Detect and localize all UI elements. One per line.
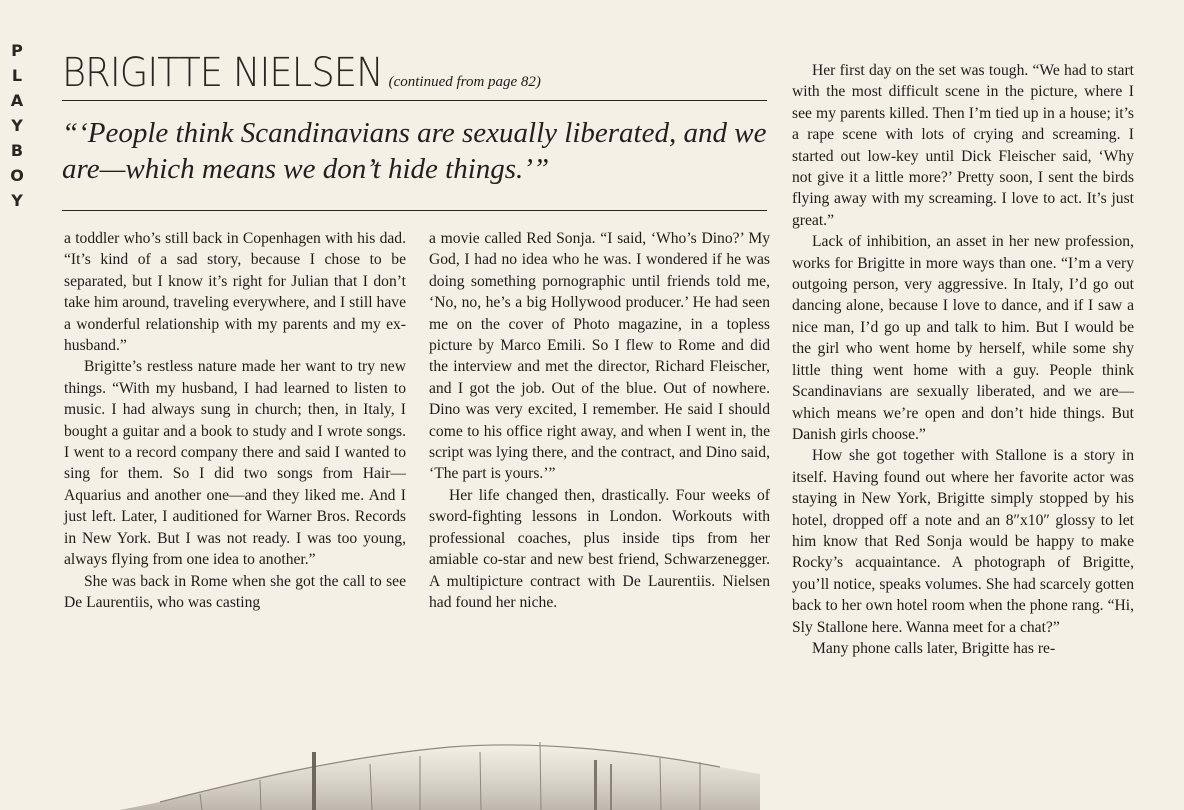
paragraph: a toddler who’s still back in Copenhagen with his dad. “It’s kind of a sad story, because I chose to be separated, but I know it’s right for Julian that I don’t take him around, traveling everywhere, and I still have a wonderful relationship with my parents and my ex-husband.” bbox=[64, 230, 406, 355]
brand-letter: L bbox=[11, 66, 23, 85]
paragraph: She was back in Rome when she got the call to see De Laurentiis, who was casting bbox=[64, 572, 406, 611]
brand-letter: Y bbox=[11, 116, 23, 135]
pull-quote: “‘People think Scandinavians are sexually liberated, and we are—which means we don’t hide things.’” bbox=[62, 117, 767, 185]
brand-letter: A bbox=[10, 91, 24, 110]
quote-rule bbox=[62, 210, 767, 211]
brand-letter: B bbox=[10, 141, 24, 160]
paragraph: Many phone calls later, Brigitte has re- bbox=[812, 639, 1056, 657]
paragraph: Her life changed then, drastically. Four weeks of sword-fighting lessons in London. Workouts with professional coaches, plus inside tips from her amiable co-star and new best friend, Schwarzenegger. A multipicture contract with De Laurentiis. Nielsen had found her niche. bbox=[429, 486, 770, 611]
article-title: BRIGITTE NIELSEN bbox=[62, 50, 383, 96]
paragraph: Lack of inhibition, an asset in her new profession, works for Brigitte in more ways than one. “I’m a very outgoing person, very aggressive. In Italy, I’d go out dancing alone, because I love to dance, and if I saw a nice man, I’d go up and talk to him. But I would be the girl who went home by herself, while some shy little thing went home with a guy. People think Scandinavians are sexually liberated, and we are—which means we’re open and don’t hide things. But Danish girls choose.” bbox=[792, 233, 1134, 443]
brand-letter: Y bbox=[11, 191, 23, 210]
photo-sketch bbox=[120, 712, 760, 810]
text-column-2 bbox=[429, 228, 770, 613]
brand-letter: P bbox=[11, 41, 23, 60]
article-header bbox=[62, 50, 767, 187]
magazine-brand-vertical bbox=[6, 40, 28, 212]
paragraph: Brigitte’s restless nature made her want to try new things. “With my husband, I had learned to listen to music. I had always sung in church; then, in Italy, I bought a guitar and a book to study and I wrote songs. I went to a record company there and said I wanted to sing for them. So I did two songs from Hair—Aquarius and another one—and they liked me. And I just left. Later, I auditioned for Warner Bros. Records in New York. But I was not ready. I was too young, always flying from one idea to another.” bbox=[64, 358, 406, 569]
continued-note: (continued from page 82) bbox=[388, 74, 541, 90]
title-rule bbox=[62, 100, 767, 101]
paragraph: a movie called Red Sonja. “I said, ‘Who’s Dino?’ My God, I had no idea who he was. I wondered if he was doing something pornographic until friends told me, ‘No, no, he’s a big Hollywood producer.’ He had seen me on the cover of Photo magazine, in a topless picture by Marco Emili. So I flew to Rome and did the interview and met the director, Richard Fleischer, and I got the job. Out of the blue. Out of nowhere. Dino was very excited, I remember. He said I should come to his office right away, and when I went in, the script was lying there, and the contract, and Dino said, ‘The part is yours.’” bbox=[429, 230, 770, 483]
text-column-3 bbox=[792, 60, 1134, 659]
text-column-1 bbox=[64, 228, 406, 613]
title-row bbox=[62, 50, 767, 96]
paragraph: Her first day on the set was tough. “We had to start with the most difficult scene in the picture, where I see my parents killed. Then I’m tied up in a house; it’s a rape scene with lots of crying and screaming. I started out low-key until Dick Fleischer said, ‘Why not give it a little more?’ Pretty soon, I sent the birds flying away with my screaming. I love to act. It’s just great.” bbox=[792, 62, 1134, 229]
article-photo bbox=[120, 712, 760, 810]
paragraph: How she got together with Stallone is a story in itself. Having found out where her favorite actor was staying in New York, Brigitte simply stopped by his hotel, dropped off a note and an 8″x10″ glossy to let him know that Red Sonja would be happy to make Rocky’s acquaintance. A photograph of Brigitte, you’ll notice, speaks volumes. She had scarcely gotten back to her own hotel room when the phone rang. “Hi, Sly Stallone here. Wanna meet for a chat?” bbox=[792, 447, 1134, 636]
brand-letter: O bbox=[10, 166, 24, 185]
